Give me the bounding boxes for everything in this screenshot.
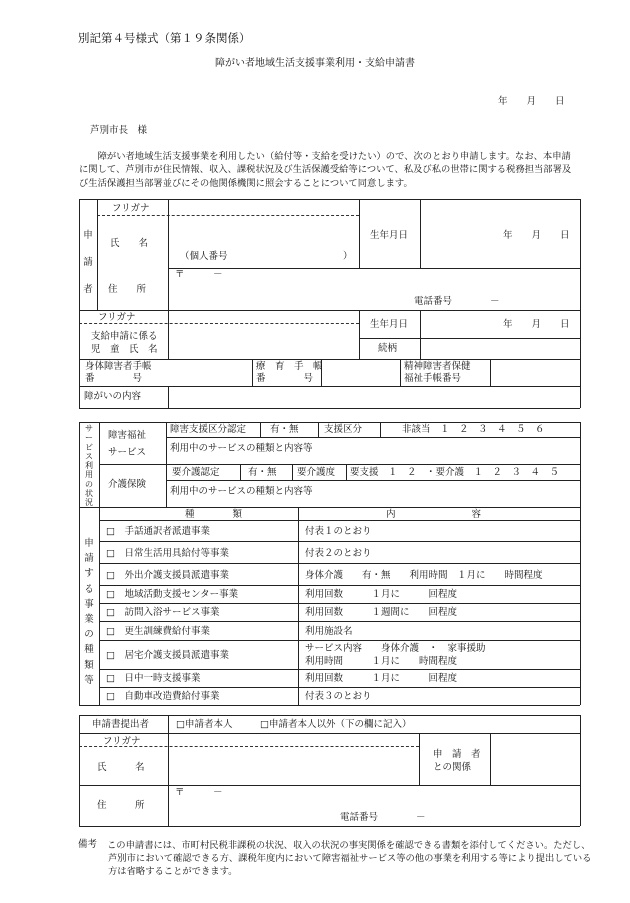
service-content-5[interactable]: 利用施設名 xyxy=(305,626,353,637)
service-content-6[interactable]: サービス内容 身体介護 ・ 家事援助 xyxy=(305,643,486,654)
services-section-label: 申請する事業の種類等 xyxy=(84,538,94,686)
submitter-relation-label-1: 申 請 者 xyxy=(433,749,481,760)
applicant-address-label: 住 所 xyxy=(108,284,147,295)
service-type-4[interactable]: □ 訪問入浴サービス事業 xyxy=(106,607,220,618)
type-column-header: 種 類 xyxy=(185,509,243,520)
submitter-address-label: 住 所 xyxy=(97,800,145,811)
submitter-postal[interactable]: 〒 － xyxy=(175,787,223,798)
physical-notebook-label-1: 身体障害者手帳 xyxy=(85,361,152,372)
individual-number-close: ） xyxy=(343,251,353,262)
rehab-notebook-label-2: 番 号 xyxy=(256,373,314,384)
service-type-7[interactable]: □ 日中一時支援事業 xyxy=(106,673,201,684)
application-date[interactable]: 年 月 日 xyxy=(498,96,565,107)
care-levels[interactable]: 要支援 １ ２ ・要介護 １ ２ ３ ４ ５ xyxy=(350,467,560,478)
consent-paragraph: 障がい者地域生活支援事業を利用したい（給付等・支給を受けたい）ので、次のとおり申請します。なお、本申請に関して、芦別市が住民情報、収入、課税状況及び生活保護受給等について、私及び私の世帯に関する税務担当部署及び生活保護担当部署並びにその他関係機関に照会することについて同意します。 xyxy=(79,151,572,189)
applicant-name-label: 氏 名 xyxy=(110,238,149,249)
mental-notebook-label-2: 福祉手帳番号 xyxy=(404,373,462,384)
submitter-label: 申請書提出者 xyxy=(92,719,150,730)
physical-notebook-label-2: 番 号 xyxy=(85,373,143,384)
form-title: 障がい者地域生活支援事業利用・支給申請書 xyxy=(215,58,415,69)
child-relation-label: 続柄 xyxy=(378,343,398,354)
submitter-furigana-label: フリガナ xyxy=(103,736,141,747)
service-type-1[interactable]: □ 日常生活用具給付等事業 xyxy=(106,548,229,559)
child-name-label-2: 児 童 氏 名 xyxy=(91,344,158,355)
support-cert-yes-no[interactable]: 有・無 xyxy=(270,424,299,435)
applicant-birth-label: 生年月日 xyxy=(370,230,409,241)
applicant-postal[interactable]: 〒 － xyxy=(175,269,223,280)
individual-number-label: （個人番号 xyxy=(180,251,228,262)
content-column-header: 内 容 xyxy=(386,509,482,520)
addressee: 芦別市長 様 xyxy=(90,125,148,136)
submitter-name-label: 氏 名 xyxy=(97,762,145,773)
service-content-2[interactable]: 身体介護 有・無 利用時間 １月に 時間程度 xyxy=(305,570,543,581)
child-furigana-label: フリガナ xyxy=(98,312,136,323)
service-content-3[interactable]: 利用回数 １月に 回程度 xyxy=(305,589,458,600)
support-levels[interactable]: 非該当 １ ２ ３ ４ ５ ６ xyxy=(402,424,545,435)
service-content-1: 付表２のとおり xyxy=(305,548,372,559)
child-birth-label: 生年月日 xyxy=(370,319,409,330)
care-cert-yes-no[interactable]: 有・無 xyxy=(248,467,277,478)
care-services-in-use: 利用中のサービスの種類と内容等 xyxy=(170,486,313,497)
service-content-7[interactable]: 利用回数 １月に 回程度 xyxy=(305,673,458,684)
submitter-phone[interactable]: 電話番号 － xyxy=(340,812,426,823)
service-type-0[interactable]: □ 手話通訳者派遣事業 xyxy=(106,526,210,537)
applicant-phone[interactable]: 電話番号 － xyxy=(414,296,500,307)
note-text: この申請書には、市町村民税非課税の状況、収入の状況の事実関係を確認できる書類を添付してください。ただし、芦別市において確認できる方、課税年度内において障害福祉サービス等の他の事業を利用する等により提出している方は省略することができます。 xyxy=(107,840,592,878)
rehab-notebook-label-1: 療 育 手 帳 xyxy=(256,361,323,372)
service-type-8[interactable]: □ 自動車改造費給付事業 xyxy=(106,691,220,702)
submitter-other-checkbox[interactable]: □申請者本人以外（下の欄に記入） xyxy=(260,719,412,730)
service-type-6[interactable]: □ 居宅介護支援員派遣事業 xyxy=(106,650,229,661)
child-name-label-1: 支給申請に係る xyxy=(91,331,158,342)
applicant-furigana-label: フリガナ xyxy=(112,203,150,214)
submitter-self-checkbox[interactable]: □申請者本人 xyxy=(176,719,233,730)
welfare-services-in-use: 利用中のサービスの種類と内容等 xyxy=(170,443,313,454)
service-content-6b[interactable]: 利用時間 １月に 時間程度 xyxy=(305,656,458,667)
support-cert-label: 障害支援区分認定 xyxy=(170,424,247,435)
disability-content-label: 障がいの内容 xyxy=(84,391,142,402)
service-type-2[interactable]: □ 外出介護支援員派遣事業 xyxy=(106,570,229,581)
service-content-4[interactable]: 利用回数 １週間に 回程度 xyxy=(305,607,458,618)
note-label: 備考 xyxy=(78,839,98,850)
service-content-0: 付表１のとおり xyxy=(305,526,372,537)
welfare-service-label-1: 障害福祉 xyxy=(108,430,147,441)
service-status-section-label: サービス利用の状況 xyxy=(85,424,93,508)
care-degree-label: 要介護度 xyxy=(297,467,336,478)
service-content-8: 付表３のとおり xyxy=(305,691,372,702)
support-class-label: 支援区分 xyxy=(324,424,363,435)
applicant-section-label: 申請者 xyxy=(83,230,93,295)
mental-notebook-label-1: 精神障害者保健 xyxy=(404,361,471,372)
form-code: 別記第４号様式（第１９条関係） xyxy=(78,31,251,45)
welfare-service-label-2: サービス xyxy=(108,447,147,458)
care-cert-label: 要介護認定 xyxy=(172,467,220,478)
submitter-relation-label-2: との関係 xyxy=(433,762,472,773)
service-type-5[interactable]: □ 更生訓練費給付事業 xyxy=(106,626,210,637)
care-insurance-label: 介護保険 xyxy=(108,479,147,490)
service-type-3[interactable]: □ 地域活動支援センター事業 xyxy=(106,589,239,600)
applicant-birth-date[interactable]: 年 月 日 xyxy=(503,230,570,241)
child-birth-date[interactable]: 年 月 日 xyxy=(503,319,570,330)
